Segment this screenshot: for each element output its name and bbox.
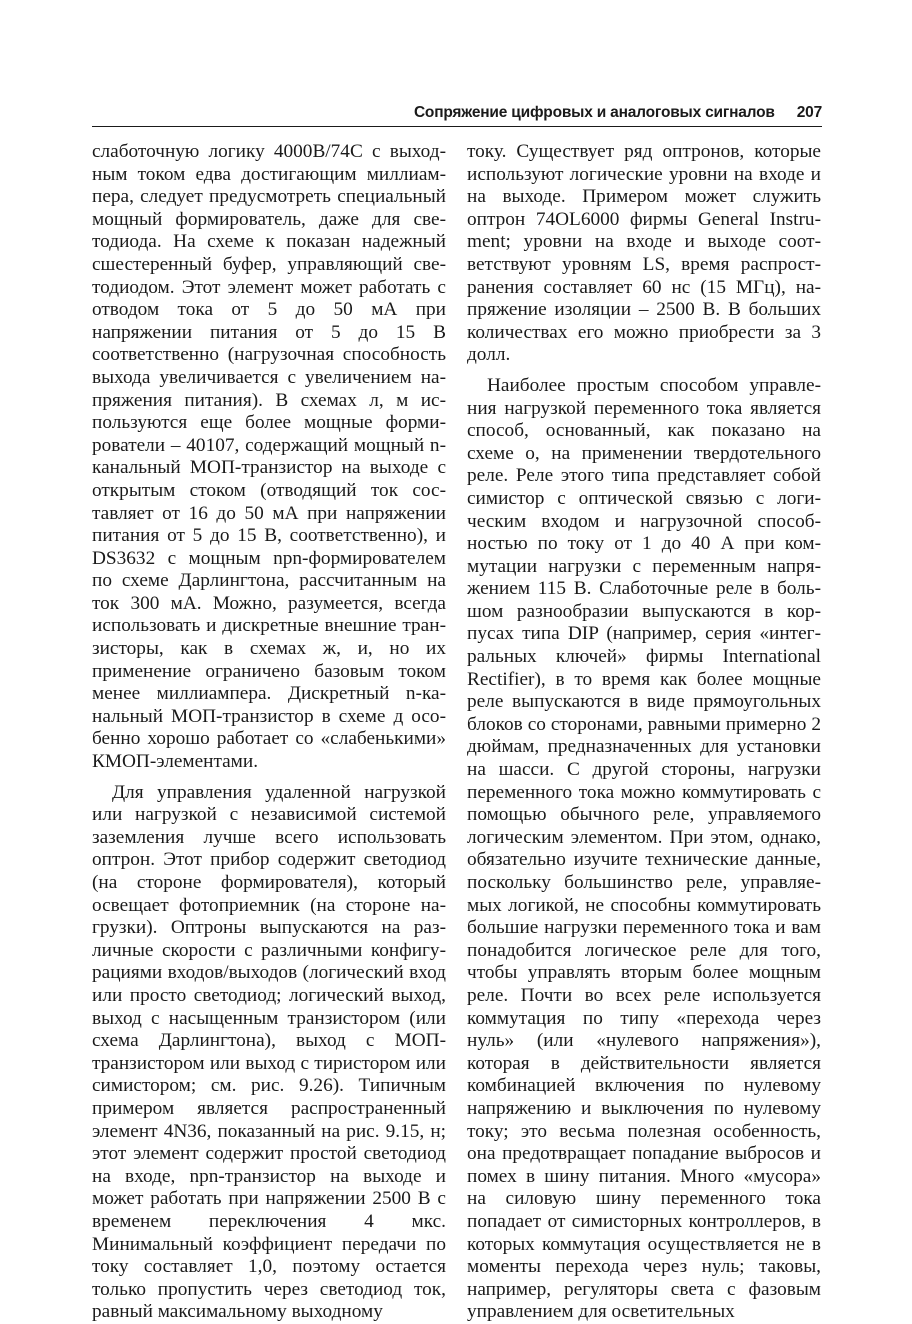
left-column [92,141,446,1324]
right-column [467,141,821,1324]
paragraph-optocoupler-example: току. Существует ряд оптронов, которые используют логические уровни на входе и на выходе. Примером может служить оптрон 74OL6000 фирмы General Instrument; уровни на входе и выходе соответствуют уровням LS, время распространения составляет 60 нс (15 МГц), напряжение изоляции – 2500 В. В больших количествах его можно приобрести за 3 долл. [467,141,821,366]
paragraph-optocouplers: Для управления удаленной нагрузкой или нагрузкой с независимой системой заземления лучше всего использовать оптрон. Этот прибор содержит светодиод (на стороне формирователя), который освещает фотоприемник (на стороне нагрузки). Оптроны выпускаются на различные скорости с различными конфигурациями входов/выходов (логический вход или просто светодиод; логический выход, выход с насыщенным транзистором (или схема Дарлингтона), выход с МОП-транзистором или выход с тиристором или симистором; см. рис. 9.26). Типичным примером является распространенный элемент 4N36, показанный на рис. 9.15, н; этот элемент содержит простой светодиод на входе, npn-транзистор на выходе и может работать при напряжении 2500 В с временем переключения 4 мкс. Минимальный коэффициент передачи по току составляет 1,0, поэтому остается только пропустить через светодиод ток, равный максимальному выходному [92,781,446,1323]
paragraph-solid-state-relay: Наиболее простым способом управления нагрузкой переменного тока является способ, основанный, как показано на схеме о, на применении твердотельного реле. Реле этого типа представляет собой симистор с оптической связью с логическим входом и нагрузочной способностью по току от 1 до 40 А при коммутации нагрузки с переменным напряжением 115 В. Слаботочные реле в большом разнообразии выпускаются в корпусах типа DIP (например, серия «интегральных ключей» фирмы International Rectifier), в то время как более мощные реле выпускаются в виде прямоугольных блоков со сторонами, равными примерно 2 дюймам, предназначенных для установки на шасси. С другой стороны, нагрузки переменного тока можно коммутировать с помощью обычного реле, управляемого логическим элементом. При этом, однако, обязательно изучите технические данные, поскольку большинство реле, управляемых логикой, не способны коммутировать большие нагрузки переменного тока и вам понадобится логическое реле для того, чтобы управлять вторым более мощным реле. Почти во всех реле используется коммутация по типу «перехода через нуль» (или «нулевого напряжения»), которая в действительности является комбинацией включения по нулевому напряжению и выключения по нулевому току; это весьма полезная особенность, она предотвращает попадание выбросов и помех в шину питания. Много «мусора» на силовую шину переменного тока попадает от симисторных контроллеров, в которых коммутация осуществляется не в моменты перехода через нуль; таковы, например, регуляторы света с фазовым управлением для осветительных [467,374,821,1323]
running-header-title: Сопряжение цифровых и аналоговых сигналов [413,104,775,121]
page-number: 207 [796,104,822,121]
running-header [92,100,822,127]
paragraph-continued: слаботочную логику 4000В/74С с выходным током едва достигающим миллиампера, следует предусмотреть специальный мощный формирователь, даже для светодиода. На схеме к показан надежный сшестеренный буфер, управляющий светодиодом. Этот элемент может работать с отводом тока от 5 до 50 мА при напряжении питания от 5 до 15 В соответственно (нагрузочная способность выхода увеличивается с увеличением напряжения питания). В схемах л, м используются еще более мощные формирователи – 40107, содержащий мощный n-канальный МОП-транзистор на выходе с открытым стоком (отводящий ток составляет от 16 до 50 мА при напряжении питания от 5 до 15 В, соответственно), и DS3632 с мощным npn-формирователем по схеме Дарлингтона, рассчитанным на ток 300 мА. Можно, разумеется, всегда использовать и дискретные внешние транзисторы, как в схемах ж, и, но их применение ограничено базовым током менее миллиампера. Дискретный n-канальный МОП-транзистор в схеме д особенно хорошо работает со «слабенькими» КМОП-элементами. [92,141,446,773]
